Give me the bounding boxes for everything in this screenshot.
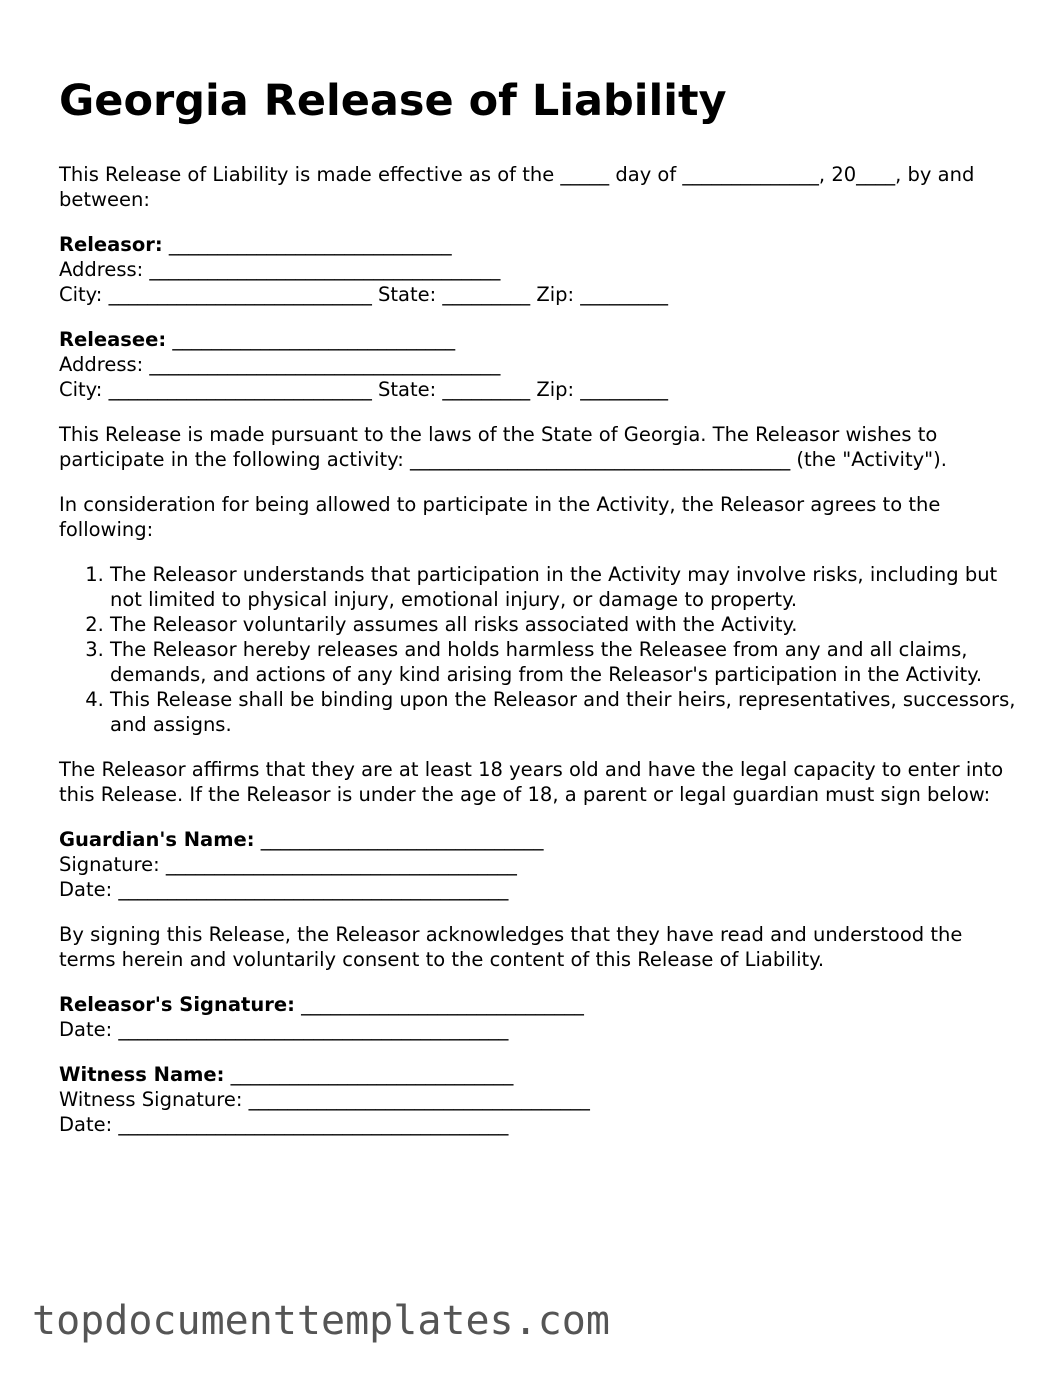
- releasor-name-blank: _____________________________: [162, 233, 452, 256]
- document-page: [59, 74, 1019, 1157]
- guardian-name-blank: _____________________________: [254, 828, 544, 851]
- terms-list-item: 4. This Release shall be binding upon the Releasor and their heirs, representatives, successors, and assigns.: [110, 687, 1019, 737]
- releasor-city-state-zip-line: City: ___________________________ State: _________ Zip: _________: [59, 283, 669, 306]
- releasee-city-state-zip-line: City: ___________________________ State: _________ Zip: _________: [59, 378, 669, 401]
- releasor-signature-label: Releasor's Signature:: [59, 993, 295, 1016]
- releasor-label: Releasor:: [59, 233, 163, 256]
- releasor-signature-section: [59, 992, 1019, 1042]
- witness-label: Witness Name:: [59, 1063, 225, 1086]
- witness-section: [59, 1062, 1019, 1137]
- releasor-name-line: [59, 232, 1019, 257]
- terms-list-item: 1. The Releasor understands that participation in the Activity may involve risks, including but not limited to physical injury, emotional injury, or damage to property.: [110, 562, 1019, 612]
- releasor-signature-blank: _____________________________: [294, 993, 584, 1016]
- releasee-address-line: Address: ____________________________________: [59, 353, 501, 376]
- guardian-section: [59, 827, 1019, 902]
- acknowledgment-paragraph: By signing this Release, the Releasor acknowledges that they have read and understood the terms herein and voluntarily consent to the content of this Release of Liability.: [59, 923, 963, 971]
- releasor-address-line: Address: ____________________________________: [59, 258, 501, 281]
- terms-list-item: 2. The Releasor voluntarily assumes all risks associated with the Activity.: [110, 612, 1019, 637]
- witness-name-blank: _____________________________: [224, 1063, 514, 1086]
- witness-signature-line: Witness Signature: ___________________________________: [59, 1088, 590, 1111]
- releasor-signature-date-line: Date: ________________________________________: [59, 1018, 509, 1041]
- age-paragraph: The Releasor affirms that they are at least 18 years old and have the legal capacity to enter into this Release. If the Releasor is under the age of 18, a parent or legal guardian must sign below:: [59, 758, 1004, 806]
- document-title: Georgia Release of Liability: [59, 76, 727, 126]
- guardian-name-line: [59, 827, 1019, 852]
- witness-name-line: [59, 1062, 1019, 1087]
- releasee-label: Releasee:: [59, 328, 167, 351]
- guardian-date-line: Date: ________________________________________: [59, 878, 509, 901]
- guardian-signature-line: Signature: ____________________________________: [59, 853, 517, 876]
- site-watermark: topdocumenttemplates.com: [32, 1298, 610, 1344]
- guardian-label: Guardian's Name:: [59, 828, 255, 851]
- activity-paragraph: This Release is made pursuant to the laws of the State of Georgia. The Releasor wishes to participate in the following activity: _______________________________________ (the "Activity").: [59, 423, 947, 471]
- intro-paragraph: This Release of Liability is made effective as of the _____ day of ______________, 20____, by and between:: [59, 163, 975, 211]
- releasee-name-line: [59, 327, 1019, 352]
- releasee-name-blank: _____________________________: [166, 328, 456, 351]
- releasor-signature-line: [59, 992, 1019, 1017]
- terms-list-item: 3. The Releasor hereby releases and holds harmless the Releasee from any and all claims, demands, and actions of any kind arising from the Releasor's participation in the Activity.: [110, 637, 1019, 687]
- witness-date-line: Date: ________________________________________: [59, 1113, 509, 1136]
- releasor-section: [59, 232, 1019, 307]
- consideration-paragraph: In consideration for being allowed to participate in the Activity, the Releasor agrees to the following:: [59, 493, 941, 541]
- terms-list: [59, 562, 1019, 737]
- releasee-section: [59, 327, 1019, 402]
